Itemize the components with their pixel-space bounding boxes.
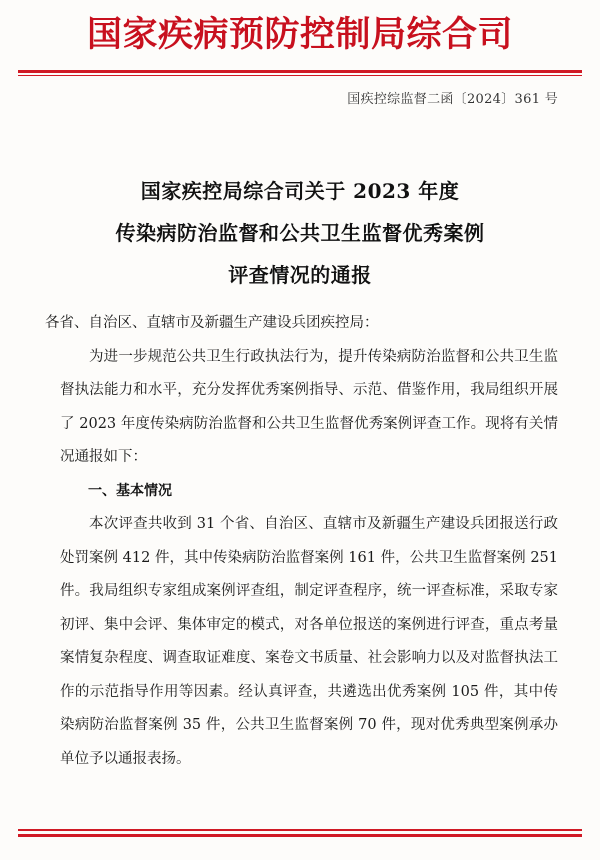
document-number: 国疾控综监督二函〔2024〕361 号 (347, 92, 558, 107)
header-red-rule-thin (18, 75, 582, 76)
title-line-2: 传染病防治监督和公共卫生监督优秀案例 (115, 221, 485, 245)
title-line-1: 国家疾控局综合司关于 2023 年度 (140, 179, 460, 203)
header-red-rule-thick (18, 70, 582, 73)
salutation: 各省、自治区、直辖市及新疆生产建设兵团疾控局： (45, 315, 379, 331)
document-body (45, 307, 558, 776)
section-heading-basic-situation: 一、基本情况 (88, 482, 172, 499)
document-title (30, 170, 570, 296)
footer-red-rule-thick (18, 834, 582, 837)
intro-paragraph: 为进一步规范公共卫生行政执法行为，提升传染病防治监督和公共卫生监督执法能力和水平，充分发挥优秀案例指导、示范、借鉴作用，我局组织开展了 2023 年度传染病防治监督和公共卫生监督优秀案例评查工作。现将有关情况通报如下： (60, 348, 558, 465)
basic-situation-paragraph: 本次评查共收到 31 个省、自治区、直辖市及新疆生产建设兵团报送行政处罚案例 412 件，其中传染病防治监督案例 161 件，公共卫生监督案例 251 件。我局组织专家组成案例评查组，制定评查程序，统一评查标准，采取专家初评、集中会评、集体审定的模式，对各单位报送的案例进行评查，重点考量案情复杂程度、调查取证难度、案卷文书质量、社会影响力以及对监督执法工作的示范指导作用等因素。经认真评查，共遴选出优秀案例 105 件，其中传染病防治监督案例 35 件，公共卫生监督案例 70 件，现对优秀典型案例承办单位予以通报表扬。 (60, 516, 558, 767)
title-line-3: 评查情况的通报 (228, 263, 372, 287)
footer-red-rule-thin (18, 829, 582, 831)
issuing-organization-header: 国家疾病预防控制局综合司 (86, 14, 513, 55)
